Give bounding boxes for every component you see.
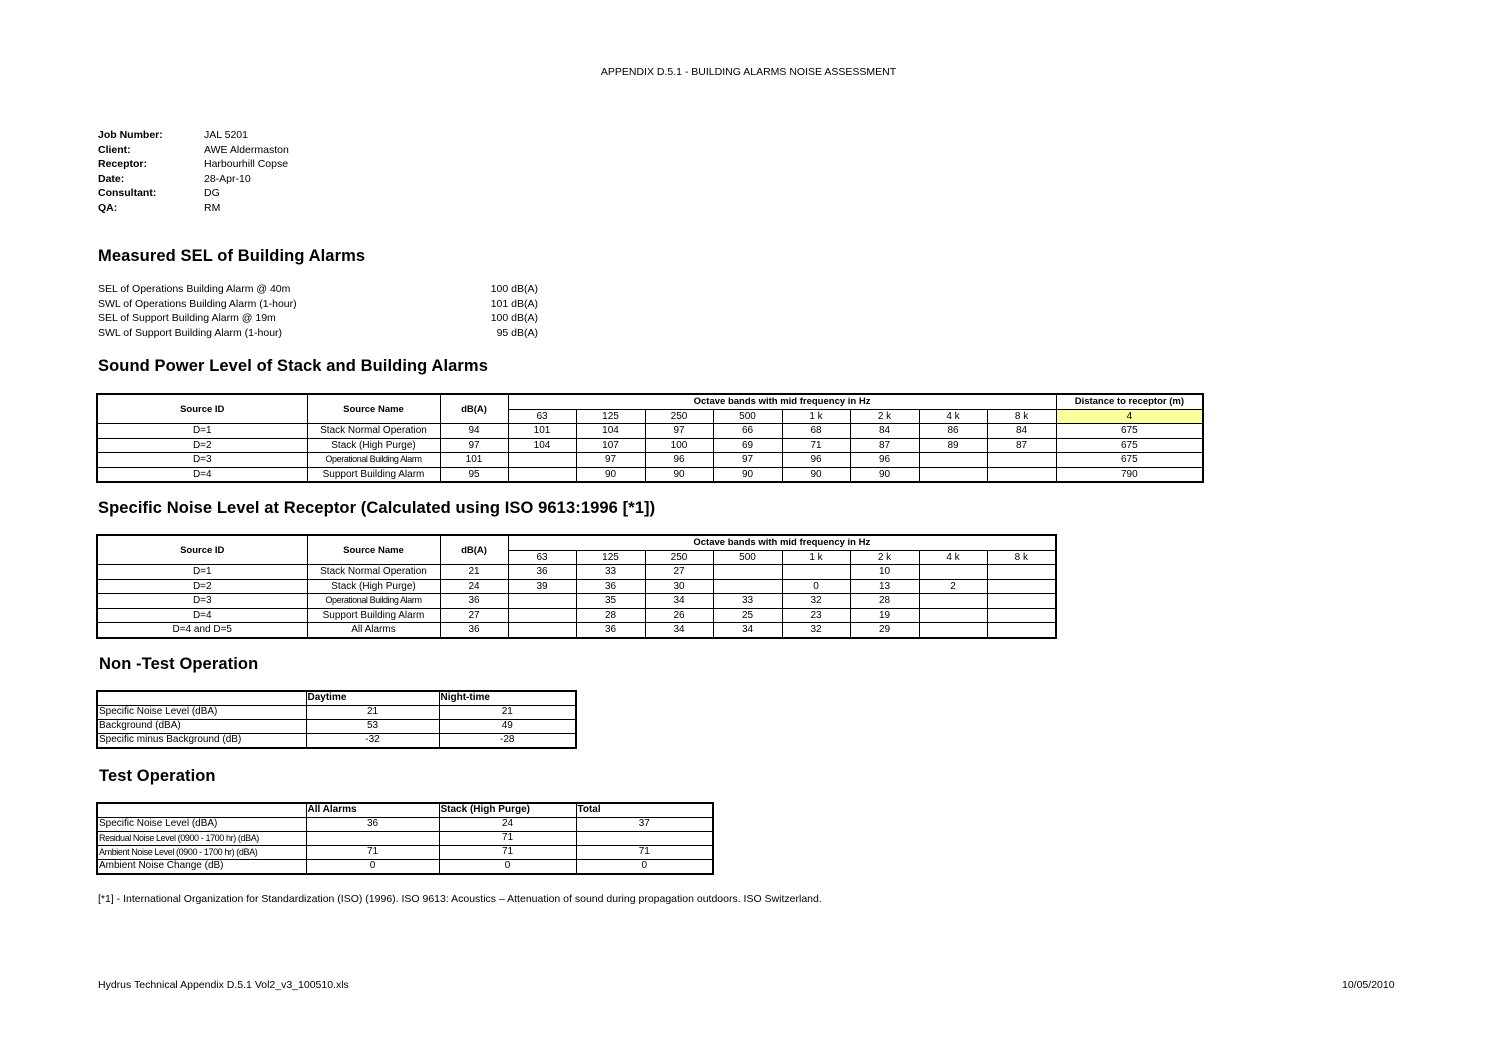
value-cell: 53: [306, 720, 439, 734]
band-value-cell: 2: [919, 579, 987, 594]
band-value-cell: 97: [713, 453, 782, 468]
band-value-cell: [508, 467, 576, 482]
band-value-cell: [919, 608, 987, 623]
value-cell: 24: [439, 818, 576, 832]
band-value-cell: 28: [576, 608, 645, 623]
sel-value: 95 dB(A): [496, 326, 538, 339]
job-details: [98, 128, 289, 216]
row-label-cell: Specific minus Background (dB): [97, 734, 306, 749]
band-value-cell: 30: [645, 579, 713, 594]
sel-list: [98, 282, 538, 340]
row-label-cell: Background (dBA): [97, 720, 306, 734]
section-heading-sound-power: Sound Power Level of Stack and Building Alarms: [98, 357, 488, 375]
meta-key: QA:: [98, 201, 118, 214]
value-cell: 0: [439, 860, 576, 875]
row-label-cell: Ambient Noise Change (dB): [97, 860, 306, 875]
band-header: 1 k: [782, 409, 850, 424]
footer-date: 10/05/2010: [1342, 979, 1395, 991]
band-header: 63: [508, 550, 576, 565]
value-cell: 21: [439, 706, 576, 720]
band-value-cell: 23: [782, 608, 850, 623]
band-value-cell: 89: [919, 438, 987, 453]
column-header: Source ID: [97, 394, 307, 424]
band-value-cell: 104: [576, 424, 645, 439]
band-value-cell: 32: [782, 594, 850, 609]
band-value-cell: 33: [713, 594, 782, 609]
band-value-cell: 69: [713, 438, 782, 453]
dba-cell: 95: [440, 467, 508, 482]
column-header: Daytime: [306, 691, 439, 706]
column-header: dB(A): [440, 535, 508, 565]
band-value-cell: 34: [645, 623, 713, 638]
source-name-cell: Operational Building Alarm: [307, 594, 440, 609]
value-cell: 49: [439, 720, 576, 734]
distance-cell: 675: [1056, 424, 1203, 439]
table-row: [97, 565, 1056, 580]
band-value-cell: 90: [782, 467, 850, 482]
meta-row: [98, 172, 289, 187]
blank-header-cell: [97, 803, 306, 818]
table-row: [97, 623, 1056, 638]
column-header: Source ID: [97, 535, 307, 565]
table-header-row: [97, 394, 1203, 409]
band-header: 250: [645, 550, 713, 565]
meta-key: Client:: [98, 143, 131, 156]
band-value-cell: 84: [987, 424, 1056, 439]
band-value-cell: 101: [508, 424, 576, 439]
sel-label: SEL of Operations Building Alarm @ 40m: [98, 283, 291, 295]
band-value-cell: 35: [576, 594, 645, 609]
band-header: 8 k: [987, 550, 1056, 565]
sel-row: [98, 282, 538, 297]
column-header: Source Name: [307, 535, 440, 565]
table-row: [97, 818, 713, 832]
dba-cell: 97: [440, 438, 508, 453]
column-header: Night-time: [439, 691, 576, 706]
band-value-cell: 97: [645, 424, 713, 439]
band-header: 500: [713, 550, 782, 565]
table-row: [97, 424, 1203, 439]
table-row: [97, 467, 1203, 482]
blank-header-cell: [97, 691, 306, 706]
band-value-cell: [919, 623, 987, 638]
band-header: 8 k: [987, 409, 1056, 424]
source-name-cell: Support Building Alarm: [307, 608, 440, 623]
band-value-cell: 84: [850, 424, 919, 439]
sel-value: 101 dB(A): [490, 297, 538, 310]
meta-row: [98, 201, 289, 216]
band-header: 4 k: [919, 409, 987, 424]
source-id-cell: D=4: [97, 467, 307, 482]
meta-row: [98, 128, 289, 143]
meta-key: Job Number:: [98, 129, 163, 141]
table-row: [97, 846, 713, 860]
band-value-cell: 96: [850, 453, 919, 468]
band-header: 4 k: [919, 550, 987, 565]
band-value-cell: 97: [576, 453, 645, 468]
band-header: 2 k: [850, 550, 919, 565]
dba-cell: 36: [440, 623, 508, 638]
meta-row: [98, 157, 289, 172]
band-value-cell: [713, 579, 782, 594]
band-value-cell: [919, 594, 987, 609]
meta-value: DG: [204, 187, 220, 200]
band-value-cell: [987, 453, 1056, 468]
band-header: 125: [576, 550, 645, 565]
table-row: [97, 579, 1056, 594]
band-value-cell: 34: [645, 594, 713, 609]
column-header: Octave bands with mid frequency in Hz: [508, 535, 1056, 550]
band-value-cell: [508, 594, 576, 609]
band-value-cell: 90: [850, 467, 919, 482]
band-value-cell: [508, 623, 576, 638]
sel-label: SWL of Operations Building Alarm (1-hour): [98, 297, 297, 310]
meta-value: Harbourhill Copse: [204, 158, 289, 171]
source-name-cell: Stack (High Purge): [307, 438, 440, 453]
meta-row: [98, 143, 289, 158]
sel-label: SWL of Support Building Alarm (1-hour): [98, 326, 283, 339]
band-header: 1 k: [782, 550, 850, 565]
band-header: 500: [713, 409, 782, 424]
section-heading-measured-sel: Measured SEL of Building Alarms: [98, 247, 366, 265]
value-cell: 36: [306, 818, 439, 832]
band-value-cell: [987, 623, 1056, 638]
band-value-cell: 107: [576, 438, 645, 453]
distance-cell: 675: [1056, 453, 1203, 468]
sel-value: 100 dB(A): [490, 283, 538, 295]
source-id-cell: D=2: [97, 579, 307, 594]
meta-key: Consultant:: [98, 187, 157, 200]
receptor-noise-table: [96, 534, 1057, 639]
band-value-cell: 33: [576, 565, 645, 580]
table-header-row: [97, 803, 713, 818]
source-name-cell: Stack Normal Operation: [307, 424, 440, 439]
source-id-cell: D=1: [97, 565, 307, 580]
table-row: [97, 706, 576, 720]
section-heading-specific-noise: Specific Noise Level at Receptor (Calculated using ISO 9613:1996 [*1]): [98, 499, 656, 517]
band-header: 63: [508, 409, 576, 424]
table-row: [97, 438, 1203, 453]
band-value-cell: 36: [576, 623, 645, 638]
row-label-cell: Ambient Noise Level (0900 - 1700 hr) (dBA): [97, 846, 306, 860]
row-label-cell: Specific Noise Level (dBA): [97, 706, 306, 720]
band-value-cell: 90: [576, 467, 645, 482]
distance-highlight-cell: 4: [1056, 409, 1203, 424]
band-value-cell: 86: [919, 424, 987, 439]
band-value-cell: 34: [713, 623, 782, 638]
source-id-cell: D=4: [97, 608, 307, 623]
table-row: [97, 453, 1203, 468]
source-name-cell: All Alarms: [307, 623, 440, 638]
band-value-cell: 10: [850, 565, 919, 580]
sel-row: [98, 326, 538, 341]
band-value-cell: [987, 594, 1056, 609]
sel-label: SEL of Support Building Alarm @ 19m: [98, 312, 276, 325]
meta-key: Receptor:: [98, 158, 148, 171]
band-value-cell: 87: [987, 438, 1056, 453]
distance-cell: 790: [1056, 467, 1203, 482]
table-header-row: [97, 535, 1056, 550]
band-value-cell: [987, 608, 1056, 623]
value-cell: 71: [576, 846, 713, 860]
sound-power-table: [96, 393, 1204, 483]
column-header: All Alarms: [306, 803, 439, 818]
meta-row: [98, 186, 289, 201]
band-value-cell: 71: [782, 438, 850, 453]
band-value-cell: [919, 467, 987, 482]
table-row: [97, 594, 1056, 609]
band-value-cell: 100: [645, 438, 713, 453]
band-value-cell: [987, 565, 1056, 580]
sel-row: [98, 297, 538, 312]
column-header: dB(A): [440, 394, 508, 424]
sel-row: [98, 311, 538, 326]
table-row: [97, 720, 576, 734]
dba-cell: 94: [440, 424, 508, 439]
footnote: [*1] - International Organization for Standardization (ISO) (1996). ISO 9613: Acoustics – Attenuation of sound during propagation outdoors. ISO Switzerland.: [98, 893, 822, 905]
meta-value: AWE Aldermaston: [204, 143, 289, 156]
source-name-cell: Support Building Alarm: [307, 467, 440, 482]
column-header: Total: [576, 803, 713, 818]
meta-value: JAL 5201: [204, 129, 248, 141]
table-row: [97, 734, 576, 749]
band-value-cell: 32: [782, 623, 850, 638]
column-header: Source Name: [307, 394, 440, 424]
source-name-cell: Operational Building Alarm: [307, 453, 440, 468]
value-cell: 21: [306, 706, 439, 720]
band-value-cell: [919, 453, 987, 468]
source-id-cell: D=4 and D=5: [97, 623, 307, 638]
distance-cell: 675: [1056, 438, 1203, 453]
band-value-cell: [508, 453, 576, 468]
dba-cell: 101: [440, 453, 508, 468]
band-value-cell: 90: [645, 467, 713, 482]
band-value-cell: [987, 579, 1056, 594]
band-header: 2 k: [850, 409, 919, 424]
band-header: 250: [645, 409, 713, 424]
non-test-operation-table: [96, 690, 577, 749]
table-row: [97, 608, 1056, 623]
table-row: [97, 860, 713, 875]
value-cell: 37: [576, 818, 713, 832]
value-cell: 71: [439, 846, 576, 860]
band-value-cell: [508, 608, 576, 623]
sel-value: 100 dB(A): [490, 312, 538, 325]
source-id-cell: D=2: [97, 438, 307, 453]
band-value-cell: 36: [508, 565, 576, 580]
band-value-cell: 0: [782, 579, 850, 594]
section-heading-test: Test Operation: [99, 767, 216, 785]
band-value-cell: 87: [850, 438, 919, 453]
table-row: [97, 832, 713, 846]
band-value-cell: 27: [645, 565, 713, 580]
source-name-cell: Stack Normal Operation: [307, 565, 440, 580]
source-id-cell: D=3: [97, 453, 307, 468]
column-header: Stack (High Purge): [439, 803, 576, 818]
test-operation-table: [96, 802, 714, 875]
source-name-cell: Stack (High Purge): [307, 579, 440, 594]
table-header-row: [97, 691, 576, 706]
row-label-cell: Residual Noise Level (0900 - 1700 hr) (dBA): [97, 832, 306, 846]
band-value-cell: 26: [645, 608, 713, 623]
dba-cell: 27: [440, 608, 508, 623]
row-label-cell: Specific Noise Level (dBA): [97, 818, 306, 832]
band-value-cell: 90: [713, 467, 782, 482]
dba-cell: 24: [440, 579, 508, 594]
dba-cell: 36: [440, 594, 508, 609]
section-heading-non-test: Non -Test Operation: [99, 655, 259, 673]
band-value-cell: 39: [508, 579, 576, 594]
band-value-cell: 29: [850, 623, 919, 638]
band-value-cell: 96: [782, 453, 850, 468]
page-title: APPENDIX D.5.1 - BUILDING ALARMS NOISE ASSESSMENT: [600, 66, 897, 78]
band-value-cell: 68: [782, 424, 850, 439]
value-cell: -28: [439, 734, 576, 749]
band-value-cell: 25: [713, 608, 782, 623]
value-cell: 0: [576, 860, 713, 875]
band-value-cell: 96: [645, 453, 713, 468]
footer-filename: Hydrus Technical Appendix D.5.1 Vol2_v3_100510.xls: [98, 979, 349, 991]
band-value-cell: 28: [850, 594, 919, 609]
value-cell: -32: [306, 734, 439, 749]
value-cell: [306, 832, 439, 846]
source-id-cell: D=1: [97, 424, 307, 439]
dba-cell: 21: [440, 565, 508, 580]
value-cell: 71: [439, 832, 576, 846]
column-header: Octave bands with mid frequency in Hz: [508, 394, 1056, 409]
band-value-cell: [919, 565, 987, 580]
band-value-cell: [782, 565, 850, 580]
band-header: 125: [576, 409, 645, 424]
source-id-cell: D=3: [97, 594, 307, 609]
band-value-cell: 36: [576, 579, 645, 594]
band-value-cell: [713, 565, 782, 580]
band-value-cell: 66: [713, 424, 782, 439]
value-cell: [576, 832, 713, 846]
band-value-cell: 104: [508, 438, 576, 453]
band-value-cell: 19: [850, 608, 919, 623]
value-cell: 71: [306, 846, 439, 860]
value-cell: 0: [306, 860, 439, 875]
meta-value: 28-Apr-10: [204, 172, 251, 185]
band-value-cell: [987, 467, 1056, 482]
meta-value: RM: [204, 201, 221, 214]
band-value-cell: 13: [850, 579, 919, 594]
meta-key: Date:: [98, 172, 125, 185]
column-header: Distance to receptor (m): [1056, 394, 1203, 409]
